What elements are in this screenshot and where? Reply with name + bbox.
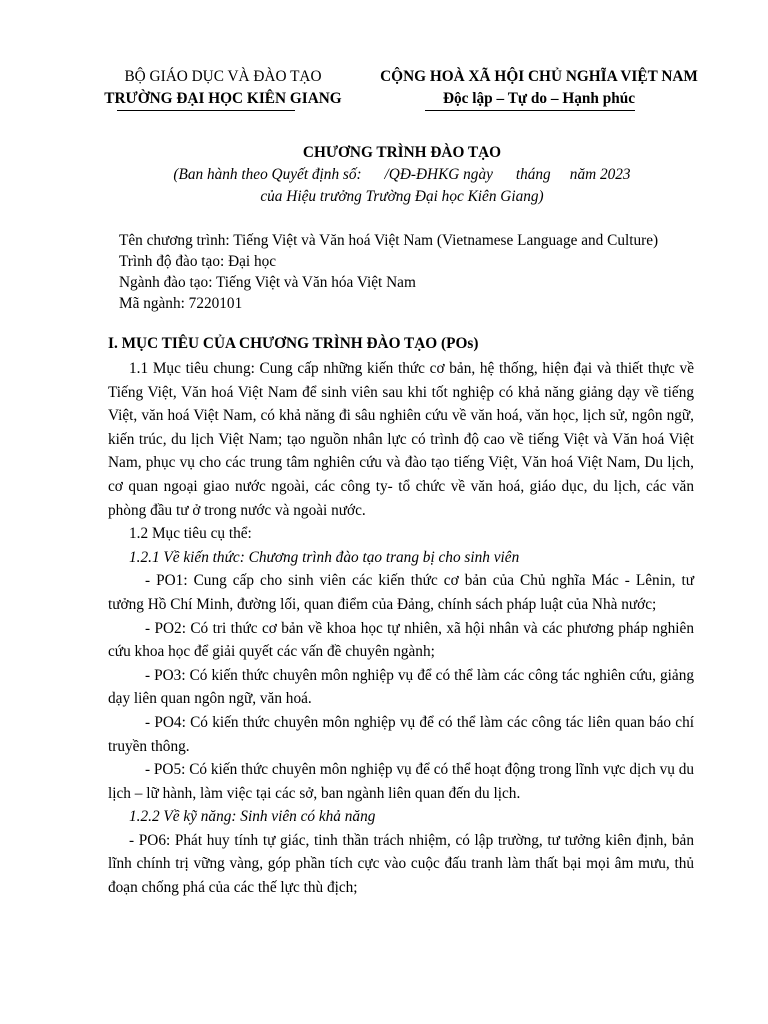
republic-name: CỘNG HOÀ XÃ HỘI CHỦ NGHĨA VIỆT NAM — [380, 68, 698, 85]
issuing-body-header — [82, 66, 364, 110]
ministry-name: BỘ GIÁO DỤC VÀ ĐÀO TẠO — [124, 68, 322, 85]
national-header — [350, 66, 728, 110]
university-underline — [117, 110, 295, 111]
specific-objectives-heading: 1.2 Mục tiêu cụ thể: — [129, 525, 252, 543]
training-major: Ngành đào tạo: Tiếng Việt và Văn hóa Việt Nam — [119, 274, 416, 291]
po4-item: - PO4: Có kiến thức chuyên môn nghiệp vụ để có thể làm các công tác liên quan báo chí truyền thông. — [108, 713, 694, 755]
program-info — [119, 230, 695, 314]
section-heading: I. MỤC TIÊU CỦA CHƯƠNG TRÌNH ĐÀO TẠO (POs) — [108, 335, 479, 352]
decree-line-1: (Ban hành theo Quyết định số: /QĐ-ĐHKG ngày tháng năm 2023 — [173, 166, 631, 183]
po2-item: - PO2: Có tri thức cơ bản về khoa học tự nhiên, xã hội nhân và các phương pháp nghiên cứu khoa học để giải quyết các vấn đề chuyên ngành; — [108, 619, 694, 661]
national-motto: Độc lập – Tự do – Hạnh phúc — [442, 90, 636, 107]
skills-heading: 1.2.2 Về kỹ năng: Sinh viên có khả năng — [129, 808, 376, 826]
motto-underline — [425, 110, 635, 111]
major-code: Mã ngành: 7220101 — [119, 295, 243, 312]
po3-item: - PO3: Có kiến thức chuyên môn nghiệp vụ để có thể làm các công tác nghiên cứu, giảng dạy liên quan ngôn ngữ, văn hoá. — [108, 666, 694, 708]
section-objectives — [108, 333, 694, 900]
po1-item: - PO1: Cung cấp cho sinh viên các kiến thức cơ bản của Chủ nghĩa Mác - Lênin, tư tưởng Hồ Chí Minh, đường lối, quan điểm của Đảng, chính sách pháp luật của Nhà nước; — [108, 572, 694, 613]
program-name: Tên chương trình: Tiếng Việt và Văn hoá Việt Nam (Vietnamese Language and Culture) — [119, 232, 659, 249]
knowledge-heading: 1.2.1 Về kiến thức: Chương trình đào tạo trang bị cho sinh viên — [129, 548, 520, 566]
training-level: Trình độ đào tạo: Đại học — [119, 253, 277, 270]
general-objective: 1.1 Mục tiêu chung: Cung cấp những kiến thức cơ bản, hệ thống, hiện đại và thiết thực về Tiếng Việt, Văn hoá Việt Nam để sinh viên sau khi tốt nghiệp có khả năng giảng dạy về tiếng Việt, văn hoá Việt Nam, có khả năng đi sâu nghiên cứu về văn hoá, văn học, lịch sử, ngôn ngữ, kiến trúc, du lịch Việt Nam; tạo nguồn nhân lực có trình độ cao về tiếng Việt và Văn hoá Việt Nam, phục vụ cho các trung tâm nghiên cứu và đào tạo tiếng Việt, Văn hoá Việt Nam, Du lịch, cơ quan ngoại giao nước ngoài, các công ty- tổ chức về văn hoá, giáo dục, du lịch, các văn phòng đầu tư ở trong nước và ngoài nước. — [108, 360, 694, 519]
po5-item: - PO5: Có kiến thức chuyên môn nghiệp vụ để có thể hoạt động trong lĩnh vực dịch vụ du lịch – lữ hành, làm việc tại các sở, ban ngành liên quan đến du lịch. — [108, 761, 694, 802]
university-name: TRƯỜNG ĐẠI HỌC KIÊN GIANG — [104, 90, 342, 107]
title-block — [108, 142, 696, 208]
document-title: CHƯƠNG TRÌNH ĐÀO TẠO — [302, 144, 502, 161]
decree-line-2: của Hiệu trưởng Trường Đại học Kiên Giang) — [260, 188, 544, 205]
po6-item: - PO6: Phát huy tính tự giác, tinh thần trách nhiệm, có lập trường, tư tưởng kiên định, bản lĩnh chính trị vững vàng, góp phần tích cực vào cuộc đấu tranh làm thất bại mọi âm mưu, thủ đoạn chống phá của các thế lực thù địch; — [108, 831, 694, 897]
